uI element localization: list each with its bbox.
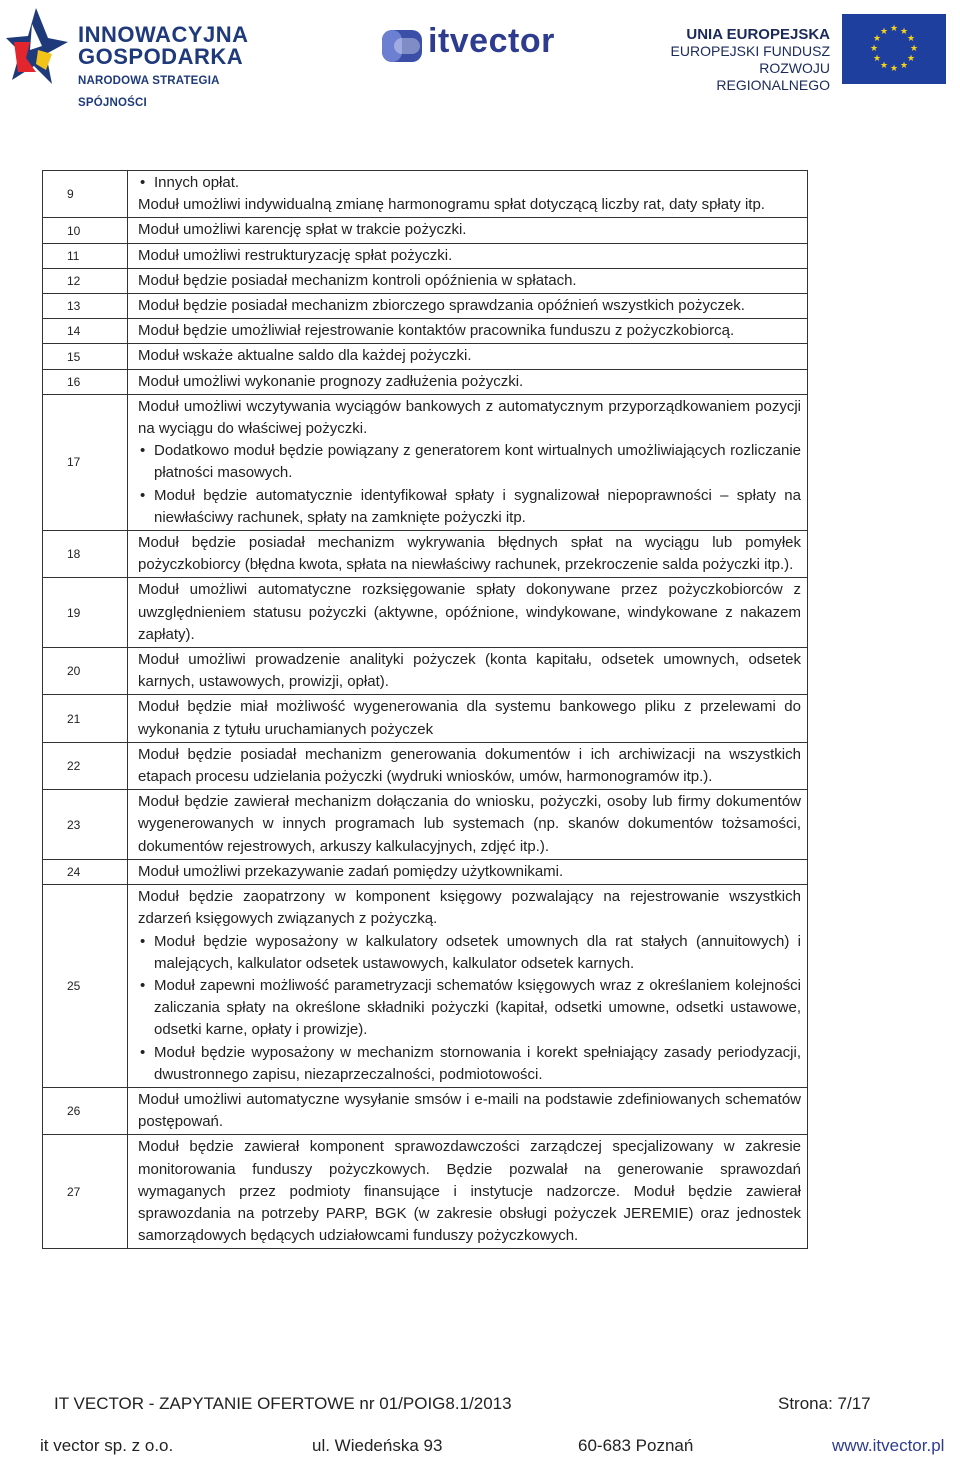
table-row [43, 859, 808, 884]
ig-subtitle: NARODOWA STRATEGIA SPÓJNOŚCI [78, 75, 220, 109]
eu-flag-icon [842, 14, 946, 84]
eu-line2: EUROPEJSKI FUNDUSZ [670, 43, 830, 59]
row-number: 12 [43, 268, 128, 293]
row-paragraph: Moduł będzie miał możliwość wygenerowania dla systemu bankowego pliku z przelewami do wykonania z tytułu uruchamianych pożyczek [138, 698, 801, 738]
footer-page-number: Strona: 7/17 [778, 1394, 871, 1413]
footer-city: 60-683 Poznań [578, 1436, 694, 1455]
row-number: 11 [43, 243, 128, 268]
svg-text:★: ★ [879, 61, 889, 71]
svg-text:★: ★ [889, 64, 899, 74]
bullet-item: • Moduł będzie wyposażony w kalkulatory odsetek umownych dla rat stałych (annuitowych) i malejących, kalkulator odsetek ustawowych, kalkulator odsetek karnych. [138, 931, 801, 975]
page-header [0, 0, 960, 109]
eu-line1: UNIA EUROPEJSKA [686, 26, 830, 43]
itvector-wordmark: itvector [428, 22, 555, 60]
row-description [128, 243, 808, 268]
star-logo-icon [6, 2, 70, 88]
row-description [128, 171, 808, 218]
row-paragraph: Moduł umożliwi automatyczne wysyłanie smsów i e-maili na podstawie zdefiniowanych schematów postępowań. [138, 1090, 801, 1131]
row-description [128, 344, 808, 369]
row-description [128, 294, 808, 319]
svg-text:★: ★ [872, 34, 882, 44]
row-number: 10 [43, 218, 128, 243]
table-row [43, 171, 808, 218]
row-paragraph: Moduł umożliwi przekazywanie zadań pomiędzy użytkownikami. [138, 862, 564, 880]
row-paragraph: Moduł będzie posiadał mechanizm wykrywania błędnych spłat na wyciągu lub pomyłek pożyczkobiorcy (błędna kwota, spłata na niewłaściwy rachunek, przekroczenie salda pożyczki itp.). [138, 534, 801, 574]
table-row [43, 648, 808, 695]
footer-street: ul. Wiedeńska 93 [312, 1436, 443, 1455]
row-number: 14 [43, 319, 128, 344]
table-row [43, 319, 808, 344]
table-row [43, 790, 808, 860]
row-description [128, 394, 808, 530]
row-number: 19 [43, 578, 128, 648]
row-description [128, 1135, 808, 1249]
row-description [128, 790, 808, 860]
row-number: 25 [43, 885, 128, 1088]
row-description [128, 578, 808, 648]
row-paragraph: Moduł umożliwi automatyczne rozksięgowanie spłaty dokonywane przez pożyczkobiorców z uwzględnieniem statusu pożyczki (aktywne, opóźnione, windykowane, windykowane z nakazem zapłaty). [138, 581, 801, 643]
footer-website-link[interactable]: www.itvector.pl [832, 1436, 945, 1455]
row-paragraph: Moduł będzie posiadał mechanizm kontroli opóźnienia w spłatach. [138, 271, 577, 289]
row-number: 26 [43, 1087, 128, 1134]
innowacyjna-gospodarka-logo [6, 2, 276, 109]
row-number: 20 [43, 648, 128, 695]
row-number: 23 [43, 790, 128, 860]
svg-text:★: ★ [889, 24, 899, 34]
row-description [128, 742, 808, 789]
row-paragraph: Moduł umożliwi wczytywania wyciągów bankowych z automatycznym przyporządkowaniem pozycji na wyciągu do właściwej pożyczki. [138, 397, 801, 438]
table-row [43, 742, 808, 789]
row-description [128, 319, 808, 344]
row-paragraph: Moduł umożliwi wykonanie prognozy zadłużenia pożyczki. [138, 372, 524, 390]
table-row [43, 344, 808, 369]
requirements-table [42, 170, 808, 1249]
svg-text:★: ★ [869, 44, 879, 54]
table-row [43, 695, 808, 742]
table-row [43, 394, 808, 530]
row-number: 17 [43, 394, 128, 530]
table-row [43, 885, 808, 1088]
row-description [128, 218, 808, 243]
ig-title-line1: INNOWACYJNA [78, 22, 249, 47]
row-paragraph: Moduł umożliwi restrukturyzację spłat pożyczki. [138, 246, 453, 264]
row-number: 18 [43, 531, 128, 578]
row-paragraph: Moduł będzie posiadał mechanizm generowania dokumentów i ich archiwizacji na wszystkich etapach procesu udzielania pożyczki (wydruki wniosków, umów, harmonogramów itp.). [138, 745, 801, 786]
table-row [43, 218, 808, 243]
row-number: 13 [43, 294, 128, 319]
row-number: 24 [43, 859, 128, 884]
row-paragraph: Moduł będzie umożliwiał rejestrowanie kontaktów pracownika funduszu z pożyczkobiorcą. [138, 322, 735, 340]
table-row [43, 578, 808, 648]
row-paragraph: Moduł będzie zaopatrzony w komponent księgowy pozwalający na rejestrowanie wszystkich zdarzeń księgowych związanych z pożyczką. [138, 888, 801, 928]
row-number: 9 [43, 171, 128, 218]
row-paragraph: Moduł będzie posiadał mechanizm zbiorczego sprawdzania opóźnień wszystkich pożyczek. [138, 297, 745, 315]
eu-text-block [650, 26, 830, 94]
row-paragraph: Moduł umożliwi indywidualną zmianę harmonogramu spłat dotyczącą liczby rat, daty spłaty itp. [138, 196, 765, 214]
svg-text:★: ★ [906, 54, 916, 64]
footer-document-title: IT VECTOR - ZAPYTANIE OFERTOWE nr 01/POIG8.1/2013 [54, 1394, 512, 1413]
svg-text:★: ★ [879, 27, 889, 37]
bullet-item: • Moduł będzie wyposażony w mechanizm stornowania i korekt spełniający zasady periodyzacji, dwustronnego zapisu, niezaprzeczalności, podmiotowości. [138, 1042, 801, 1086]
svg-text:★: ★ [899, 27, 909, 37]
row-description [128, 369, 808, 394]
svg-text:★: ★ [909, 44, 919, 54]
row-paragraph: Moduł będzie zawierał komponent sprawozdawczości zarządczej specjalizowany w zakresie monitorowania funduszy pożyczkowych. Będzie pozwalał na generowanie sprawozdań wymaganych przez podmioty finansujące i instytucje nadzorcze. Moduł będzie zawierał sprawozdania na potrzeby PARP, BGK (w zakresie obsługi pożyczek JEREMIE) oraz jednostek samorządowych będących udziałowcami funduszy pożyczkowych. [138, 1138, 801, 1245]
row-description [128, 268, 808, 293]
table-row [43, 1087, 808, 1134]
table-row [43, 268, 808, 293]
table-row [43, 1135, 808, 1249]
bullet-item: • Moduł zapewni możliwość parametryzacji schematów księgowych wraz z określaniem kolejności zaliczania spłaty na określone składniki pożyczki (kapitał, odsetki umowne, odsetki ustawowe, odsetki karne, opłaty i prowizje). [138, 975, 801, 1042]
row-number: 21 [43, 695, 128, 742]
row-number: 27 [43, 1135, 128, 1249]
row-description [128, 531, 808, 578]
svg-text:★: ★ [872, 54, 882, 64]
row-paragraph: Moduł umożliwi karencję spłat w trakcie pożyczki. [138, 221, 467, 239]
row-number: 22 [43, 742, 128, 789]
row-paragraph: Moduł wskaże aktualne saldo dla każdej pożyczki. [138, 347, 472, 365]
row-paragraph: Moduł będzie zawierał mechanizm dołączania do wniosku, pożyczki, osoby lub firmy dokumentów wygenerowanych w innych programach lub systemach (np. skanów dokumentów tożsamości, dokumentów rejestrowych, arkuszy kalkulacyjnych, zdjęć itp.). [138, 793, 801, 855]
itvector-mark-icon [380, 26, 424, 66]
table-row [43, 531, 808, 578]
footer-company: it vector sp. z o.o. [40, 1436, 174, 1455]
row-description [128, 695, 808, 742]
svg-text:★: ★ [899, 61, 909, 71]
row-number: 15 [43, 344, 128, 369]
table-row [43, 369, 808, 394]
itvector-logo [380, 22, 560, 66]
eu-line3: ROZWOJU REGIONALNEGO [716, 60, 830, 93]
table-row [43, 294, 808, 319]
row-description [128, 1087, 808, 1134]
ig-title-line2: GOSPODARKA [78, 44, 244, 69]
bullet-item: • Dodatkowo moduł będzie powiązany z generatorem kont wirtualnych umożliwiających rozliczanie płatności masowych. [138, 440, 801, 484]
row-number: 16 [43, 369, 128, 394]
bullet-item: • Moduł będzie automatycznie identyfikował spłaty i sygnalizował niepoprawności – spłaty na niewłaściwy rachunek, spłaty na zamknięte pożyczki itp. [138, 485, 801, 529]
row-paragraph: Moduł umożliwi prowadzenie analityki pożyczek (konta kapitału, odsetek umownych, odsetek karnych, ustawowych, prowizji, opłat). [138, 651, 801, 691]
table-row [43, 243, 808, 268]
row-description [128, 648, 808, 695]
svg-text:★: ★ [906, 34, 916, 44]
row-description [128, 859, 808, 884]
bullet-item: • Innych opłat. [138, 172, 801, 194]
row-description [128, 885, 808, 1088]
